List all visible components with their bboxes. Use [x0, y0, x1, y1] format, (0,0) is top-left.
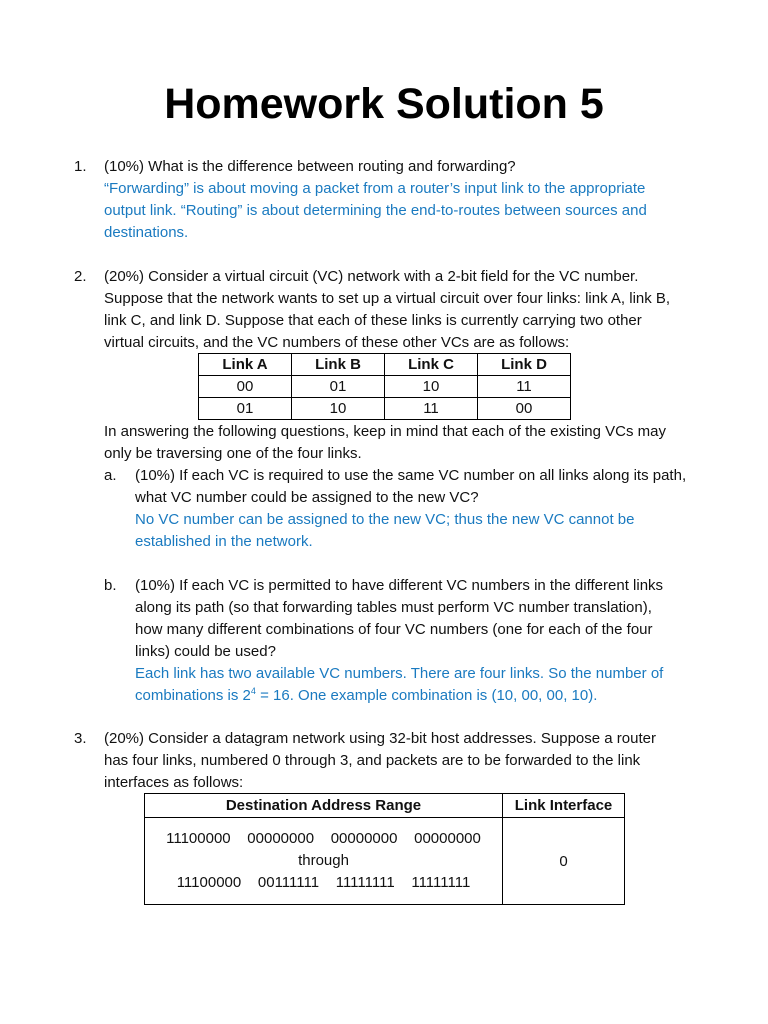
note-text: In answering the following questions, keep in mind that each of the existing VCs may — [104, 423, 666, 440]
question-number: 2. — [74, 268, 87, 285]
table-header: Destination Address Range — [145, 794, 503, 818]
question-text: virtual circuits, and the VC numbers of these other VCs are as follows: — [104, 334, 570, 351]
range-through: through — [298, 852, 349, 869]
question-text: interfaces as follows: — [104, 774, 244, 791]
table-row — [145, 818, 625, 905]
question-number: 1. — [74, 158, 87, 175]
range-start: 11100000 00000000 00000000 00000000 — [166, 830, 481, 847]
table-header: Link B — [292, 354, 385, 376]
question-text: (10%) What is the difference between routing and forwarding? — [104, 158, 516, 175]
table-cell: 11 — [478, 376, 571, 398]
exponent: 4 — [250, 686, 256, 696]
table-cell: 10 — [292, 398, 385, 420]
link-interface-cell: 0 — [503, 818, 625, 905]
table-header: Link Interface — [503, 794, 625, 818]
table-row — [199, 398, 571, 420]
table-cell: 11 — [385, 398, 478, 420]
answer-text: combinations is 2 — [135, 687, 251, 704]
table-cell: 01 — [199, 398, 292, 420]
vc-number-table — [198, 353, 571, 420]
table-header-row — [145, 794, 625, 818]
table-header: Link C — [385, 354, 478, 376]
page-title: Homework Solution 5 — [164, 80, 604, 128]
table-header: Link D — [478, 354, 571, 376]
answer-line: Each link has two available VC numbers. There are four links. So the number of — [135, 665, 664, 682]
question-text: link C, and link D. Suppose that each of these links is currently carrying two other — [104, 312, 642, 329]
table-header-row — [199, 354, 571, 376]
table-cell: 10 — [385, 376, 478, 398]
question-number: 3. — [74, 730, 87, 747]
forwarding-table — [144, 793, 625, 905]
question-text: (20%) Consider a virtual circuit (VC) network with a 2-bit field for the VC number. — [104, 268, 639, 285]
question-text: (10%) If each VC is required to use the same VC number on all links along its path, — [135, 467, 687, 484]
answer-line: “Forwarding” is about moving a packet from a router’s input link to the appropriate — [104, 180, 646, 197]
question-text: Suppose that the network wants to set up a virtual circuit over four links: link A, link B, — [104, 290, 671, 307]
table-header: Link A — [199, 354, 292, 376]
answer-line: No VC number can be assigned to the new VC; thus the new VC cannot be — [135, 511, 635, 528]
table-cell: 01 — [292, 376, 385, 398]
table-cell: 00 — [478, 398, 571, 420]
question-text: (10%) If each VC is permitted to have different VC numbers in the different links — [135, 577, 664, 594]
question-text: along its path (so that forwarding tables must perform VC number translation), — [135, 599, 652, 616]
table-row — [199, 376, 571, 398]
sub-question-label: a. — [104, 467, 117, 484]
question-text: has four links, numbered 0 through 3, and packets are to be forwarded to the link — [104, 752, 641, 769]
answer-line: established in the network. — [135, 533, 313, 550]
answer-text: = 16. One example combination is (10, 00, 00, 10). — [255, 687, 598, 704]
note-text: only be traversing one of the four links. — [104, 445, 362, 462]
question-text: what VC number could be assigned to the new VC? — [135, 489, 479, 506]
answer-line: output link. “Routing” is about determining the end-to-routes between sources and — [104, 202, 647, 219]
sub-question-label: b. — [104, 577, 117, 594]
address-range-cell — [145, 818, 503, 905]
question-text: links) could be used? — [135, 643, 276, 660]
question-text: (20%) Consider a datagram network using 32-bit host addresses. Suppose a router — [104, 730, 656, 747]
table-cell: 00 — [199, 376, 292, 398]
range-end: 11100000 00111111 11111111 11111111 — [176, 874, 471, 891]
answer-line — [135, 685, 705, 707]
question-text: how many different combinations of four VC numbers (one for each of the four — [135, 621, 653, 638]
answer-line: destinations. — [104, 224, 189, 241]
